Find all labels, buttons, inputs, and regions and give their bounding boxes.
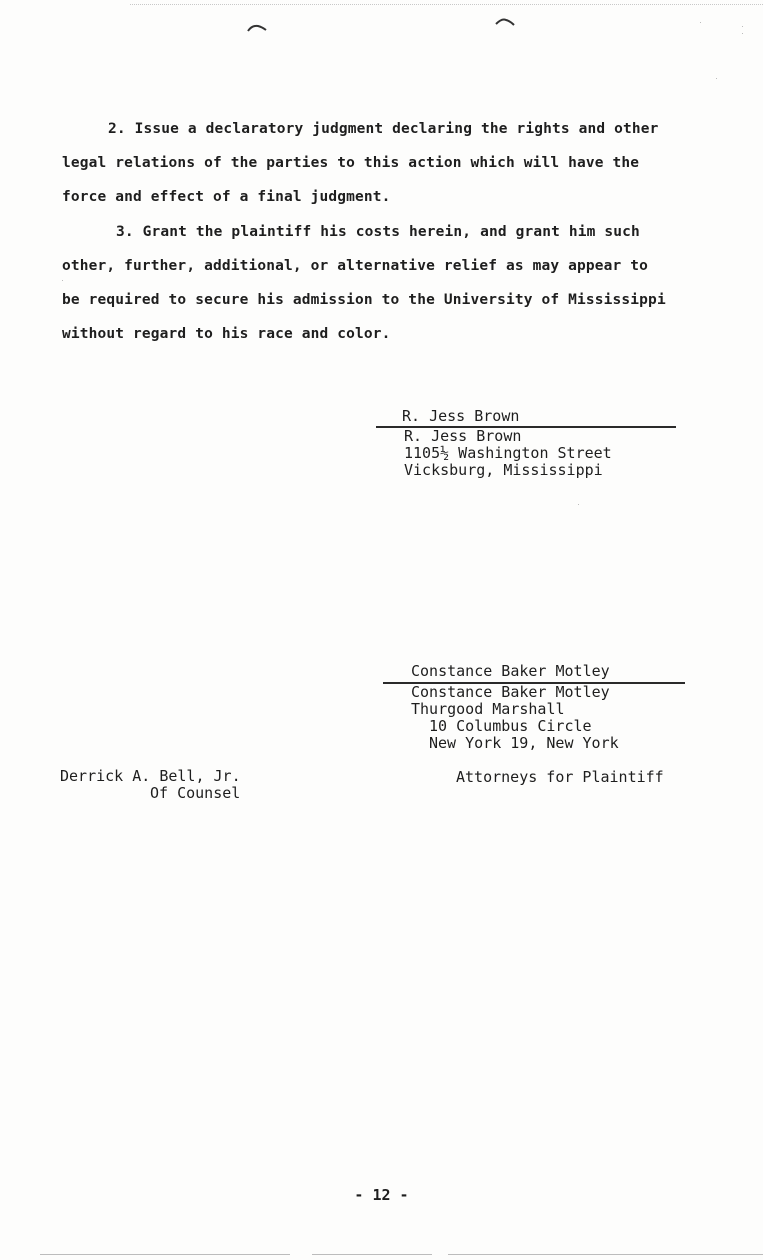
address-line: 10 Columbus Circle <box>429 717 592 735</box>
scan-speck <box>742 33 743 34</box>
paragraph-2 <box>62 112 702 214</box>
bottom-edge-lines <box>40 1254 763 1256</box>
counsel-name: Derrick A. Bell, Jr. <box>60 767 241 785</box>
attorney-role: Attorneys for Plaintiff <box>456 768 664 786</box>
scan-speck <box>716 78 717 79</box>
of-counsel-block <box>60 768 241 802</box>
signature-line-motley <box>411 663 610 680</box>
address-line: 1105½ Washington Street <box>404 444 612 462</box>
attorney-name: Thurgood Marshall <box>411 700 565 718</box>
top-edge-dots <box>130 4 763 5</box>
signature-line-brown <box>402 408 519 425</box>
counsel-role: Of Counsel <box>150 784 241 802</box>
address-line: Vicksburg, Mississippi <box>404 461 603 479</box>
paragraph-line: without regard to his race and color. <box>62 326 391 342</box>
attorney-name: R. Jess Brown <box>404 427 522 445</box>
paragraph-line: force and effect of a final judgment. <box>62 189 391 205</box>
paragraph-line: be required to secure his admission to the University of Mississippi <box>62 292 666 308</box>
paragraph-3 <box>62 215 702 351</box>
address-line: New York 19, New York <box>429 734 619 752</box>
scan-speck <box>742 26 743 27</box>
attorneys-for-plaintiff <box>456 769 664 786</box>
signature-block-brown <box>404 428 612 479</box>
scan-speck <box>62 280 63 281</box>
paragraph-line: 2. Issue a declaratory judgment declaring the rights and other <box>108 121 659 137</box>
attorney-name: Constance Baker Motley <box>411 683 610 701</box>
paragraph-line: 3. Grant the plaintiff his costs herein, and grant him such <box>116 224 640 240</box>
punch-mark-left <box>246 24 268 32</box>
punch-mark-right <box>494 18 516 26</box>
paragraph-line: legal relations of the parties to this action which will have the <box>62 155 640 171</box>
page-number: - 12 - <box>354 1186 409 1204</box>
signature-text: Constance Baker Motley <box>411 662 610 680</box>
scan-speck <box>578 504 579 505</box>
signature-text: R. Jess Brown <box>402 407 520 425</box>
signature-block-motley <box>411 684 619 752</box>
paragraph-line: other, further, additional, or alternative relief as may appear to <box>62 258 649 274</box>
scan-speck <box>700 22 701 23</box>
